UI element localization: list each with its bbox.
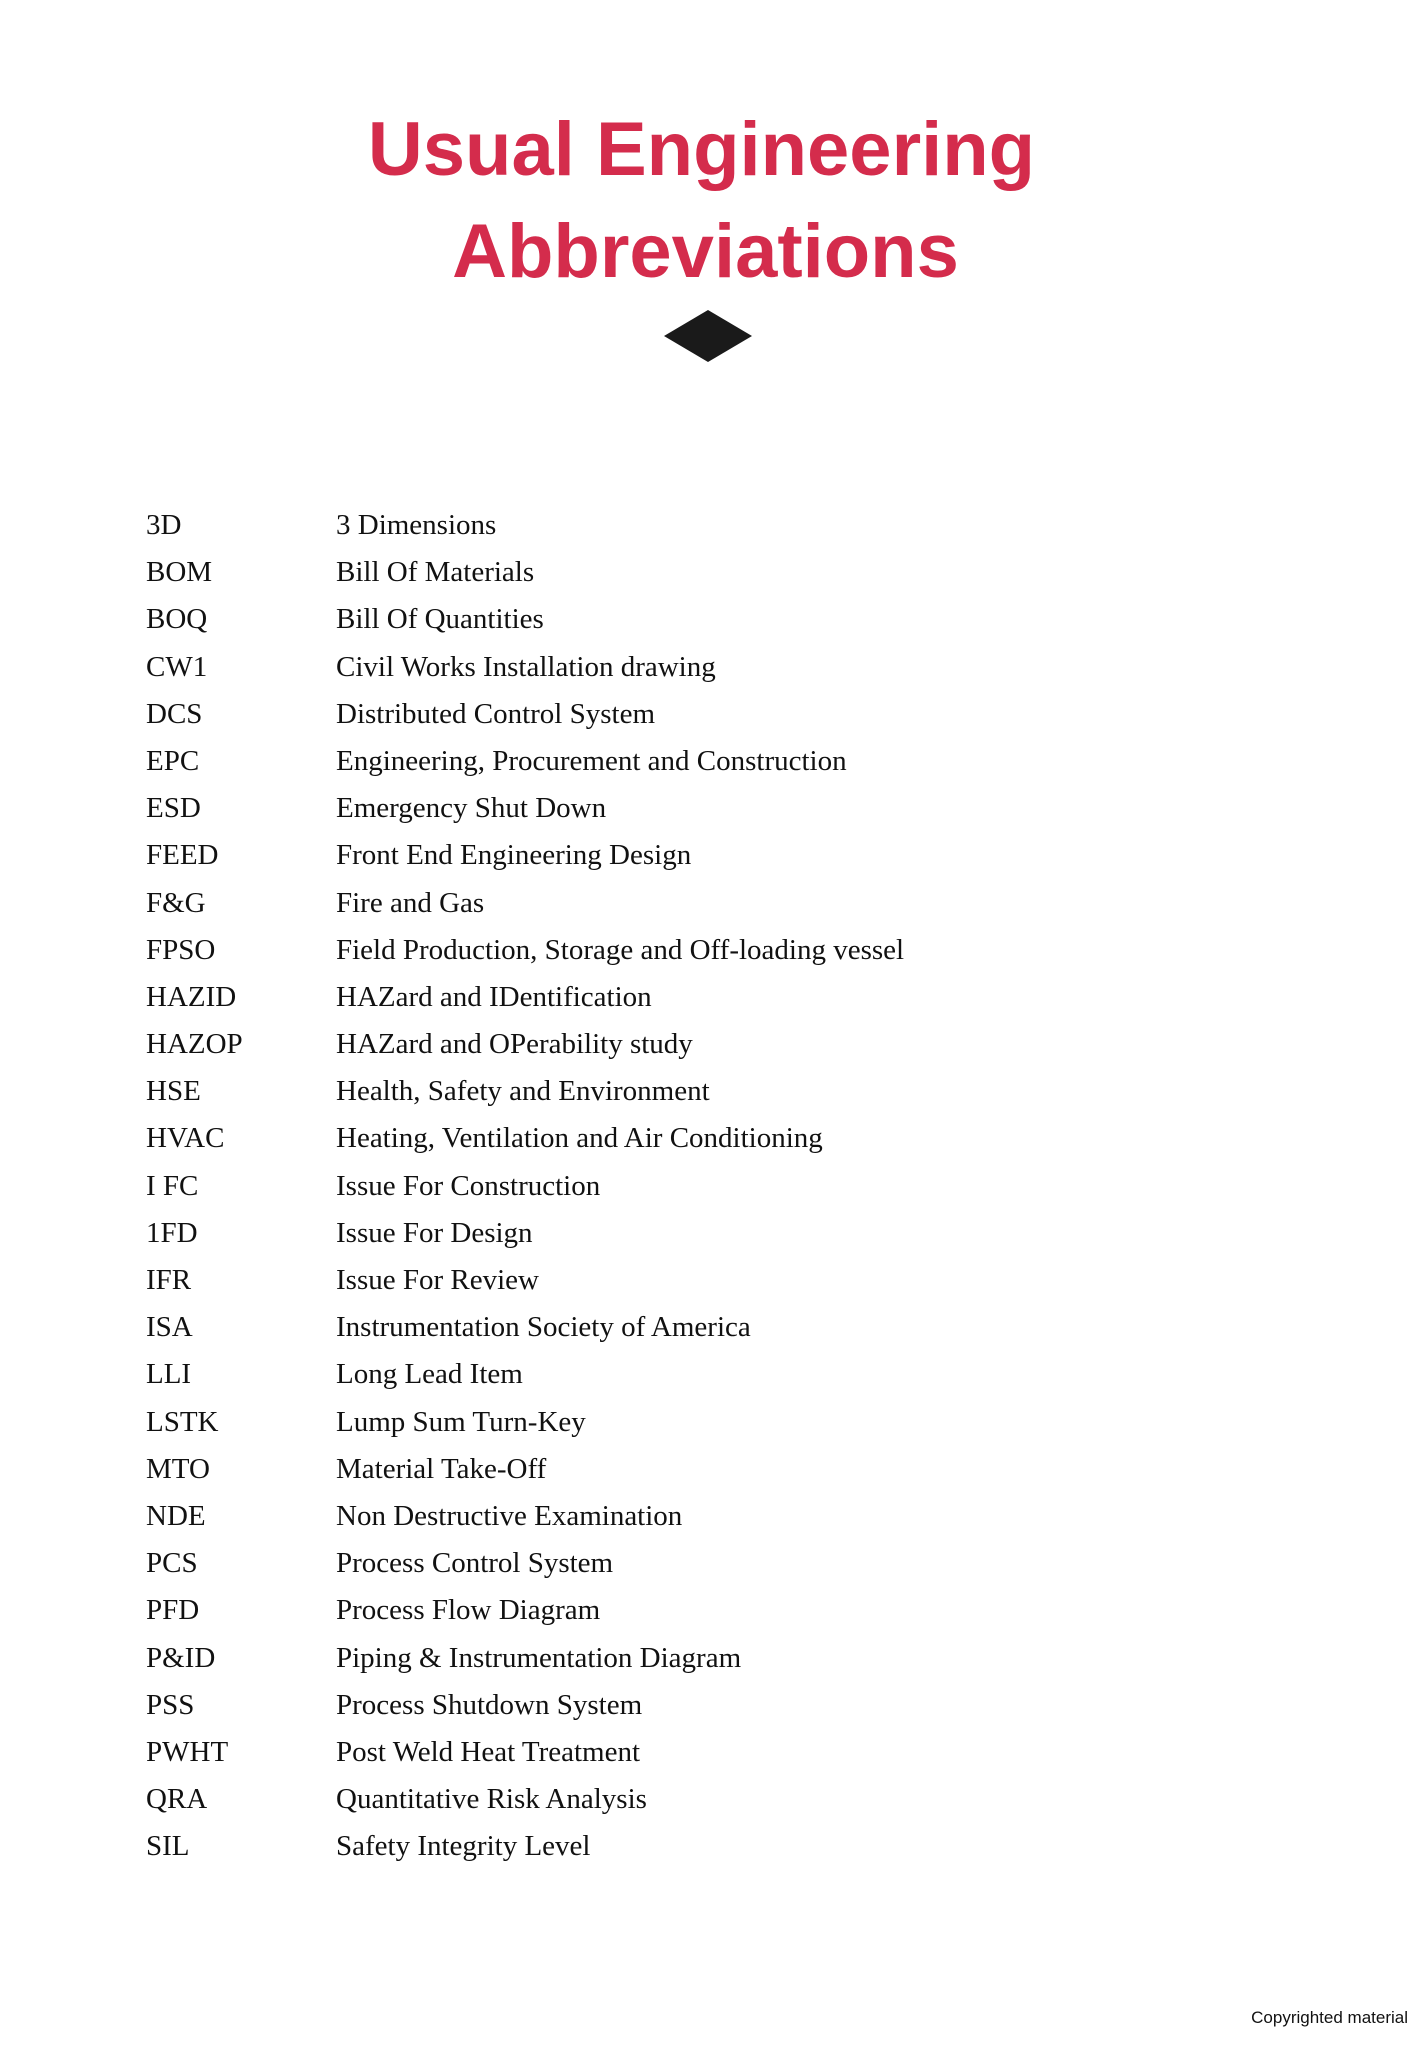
- page-title-line-1: Usual Engineering: [367, 107, 1036, 192]
- abbreviation-row: [146, 1257, 1246, 1304]
- abbreviation-meaning: Safety Integrity Level: [336, 1830, 591, 1863]
- abbreviation-row: [146, 880, 1246, 927]
- abbreviation-row: [146, 596, 1246, 643]
- abbreviation-meaning: Non Destructive Examination: [336, 1499, 683, 1532]
- abbreviation-row: [146, 832, 1246, 879]
- abbreviation-code: I FC: [146, 1169, 199, 1202]
- diamond-ornament-icon: [664, 310, 752, 362]
- abbreviation-list: [146, 502, 1246, 1870]
- abbreviation-row: [146, 927, 1246, 974]
- abbreviation-code: FEED: [146, 839, 219, 872]
- abbreviation-code: PCS: [146, 1547, 198, 1580]
- abbreviation-code: PWHT: [146, 1735, 229, 1768]
- abbreviation-meaning: Field Production, Storage and Off-loading vessel: [336, 933, 905, 966]
- abbreviation-row: [146, 1163, 1246, 1210]
- abbreviation-code: LLI: [146, 1358, 192, 1391]
- abbreviation-row: [146, 1635, 1246, 1682]
- abbreviation-code: SIL: [146, 1830, 190, 1863]
- abbreviation-row: [146, 1068, 1246, 1115]
- abbreviation-meaning: Bill Of Materials: [336, 556, 535, 589]
- abbreviation-code: LSTK: [146, 1405, 219, 1438]
- abbreviation-code: HSE: [146, 1075, 201, 1108]
- abbreviation-meaning: Civil Works Installation drawing: [336, 650, 716, 683]
- abbreviation-row: [146, 691, 1246, 738]
- abbreviation-row: [146, 1587, 1246, 1634]
- abbreviation-meaning: 3 Dimensions: [336, 509, 497, 541]
- abbreviation-meaning: Health, Safety and Environment: [336, 1075, 710, 1108]
- abbreviation-row: [146, 1729, 1246, 1776]
- abbreviation-row: [146, 644, 1246, 691]
- abbreviation-code: DCS: [146, 697, 203, 730]
- abbreviation-code: ISA: [146, 1311, 193, 1344]
- abbreviation-code: FPSO: [146, 933, 216, 966]
- abbreviation-meaning: Process Shutdown System: [336, 1688, 643, 1721]
- abbreviation-meaning: Process Flow Diagram: [336, 1594, 601, 1627]
- abbreviation-code: PSS: [146, 1688, 195, 1721]
- abbreviation-meaning: HAZard and OPerability study: [336, 1028, 693, 1061]
- abbreviation-row: [146, 1540, 1246, 1587]
- abbreviation-code: CW1: [146, 650, 208, 683]
- abbreviation-meaning: Piping & Instrumentation Diagram: [336, 1641, 742, 1674]
- abbreviation-code: QRA: [146, 1783, 208, 1816]
- abbreviation-code: 1FD: [146, 1216, 198, 1249]
- abbreviation-code: ESD: [146, 792, 201, 825]
- abbreviation-code: BOQ: [146, 603, 208, 636]
- abbreviation-row: [146, 738, 1246, 785]
- abbreviation-code: MTO: [146, 1452, 210, 1485]
- abbreviation-code: HAZID: [146, 980, 237, 1013]
- abbreviation-row: [146, 1021, 1246, 1068]
- abbreviation-row: [146, 785, 1246, 832]
- abbreviation-row: [146, 1115, 1246, 1162]
- abbreviation-meaning: Emergency Shut Down: [336, 792, 607, 825]
- copyright-notice: Copyrighted material: [1251, 2008, 1408, 2027]
- abbreviation-meaning: Process Control System: [336, 1547, 614, 1580]
- abbreviation-row: [146, 1210, 1246, 1257]
- abbreviation-code: F&G: [146, 886, 206, 919]
- abbreviation-code: IFR: [146, 1264, 192, 1296]
- abbreviation-meaning: HAZard and IDentification: [336, 980, 652, 1013]
- abbreviation-code: PFD: [146, 1594, 200, 1627]
- abbreviation-meaning: Quantitative Risk Analysis: [336, 1783, 647, 1816]
- abbreviation-row: [146, 1493, 1246, 1540]
- abbreviation-meaning: Bill Of Quantities: [336, 603, 544, 636]
- abbreviation-row: [146, 1823, 1246, 1870]
- abbreviation-code: HVAC: [146, 1122, 225, 1155]
- abbreviation-row: [146, 1682, 1246, 1729]
- abbreviation-meaning: Front End Engineering Design: [336, 839, 692, 872]
- abbreviation-meaning: Distributed Control System: [336, 697, 655, 730]
- abbreviation-code: P&ID: [146, 1641, 216, 1674]
- abbreviation-row: [146, 1446, 1246, 1493]
- abbreviation-meaning: Instrumentation Society of America: [336, 1311, 751, 1344]
- abbreviation-row: [146, 502, 1246, 549]
- abbreviation-row: [146, 549, 1246, 596]
- abbreviation-meaning: Fire and Gas: [336, 886, 485, 919]
- abbreviation-meaning: Lump Sum Turn-Key: [336, 1405, 586, 1438]
- abbreviation-row: [146, 1776, 1246, 1823]
- abbreviation-meaning: Heating, Ventilation and Air Conditioning: [336, 1122, 823, 1155]
- abbreviation-meaning: Issue For Design: [336, 1216, 533, 1249]
- abbreviation-meaning: Material Take-Off: [336, 1452, 547, 1485]
- abbreviation-row: [146, 1399, 1246, 1446]
- abbreviation-code: 3D: [146, 509, 182, 541]
- abbreviation-meaning: Post Weld Heat Treatment: [336, 1735, 641, 1768]
- abbreviation-row: [146, 1304, 1246, 1351]
- abbreviation-row: [146, 1351, 1246, 1398]
- abbreviation-code: EPC: [146, 744, 200, 777]
- abbreviation-code: HAZOP: [146, 1028, 243, 1061]
- abbreviation-code: BOM: [146, 556, 213, 589]
- abbreviation-row: [146, 974, 1246, 1021]
- abbreviation-code: NDE: [146, 1499, 206, 1532]
- abbreviation-meaning: Long Lead Item: [336, 1358, 523, 1391]
- abbreviation-meaning: Issue For Construction: [336, 1169, 601, 1202]
- page-title-line-2: Abbreviations: [452, 209, 959, 294]
- abbreviation-meaning: Engineering, Procurement and Construction: [336, 744, 847, 777]
- abbreviation-meaning: Issue For Review: [336, 1264, 539, 1296]
